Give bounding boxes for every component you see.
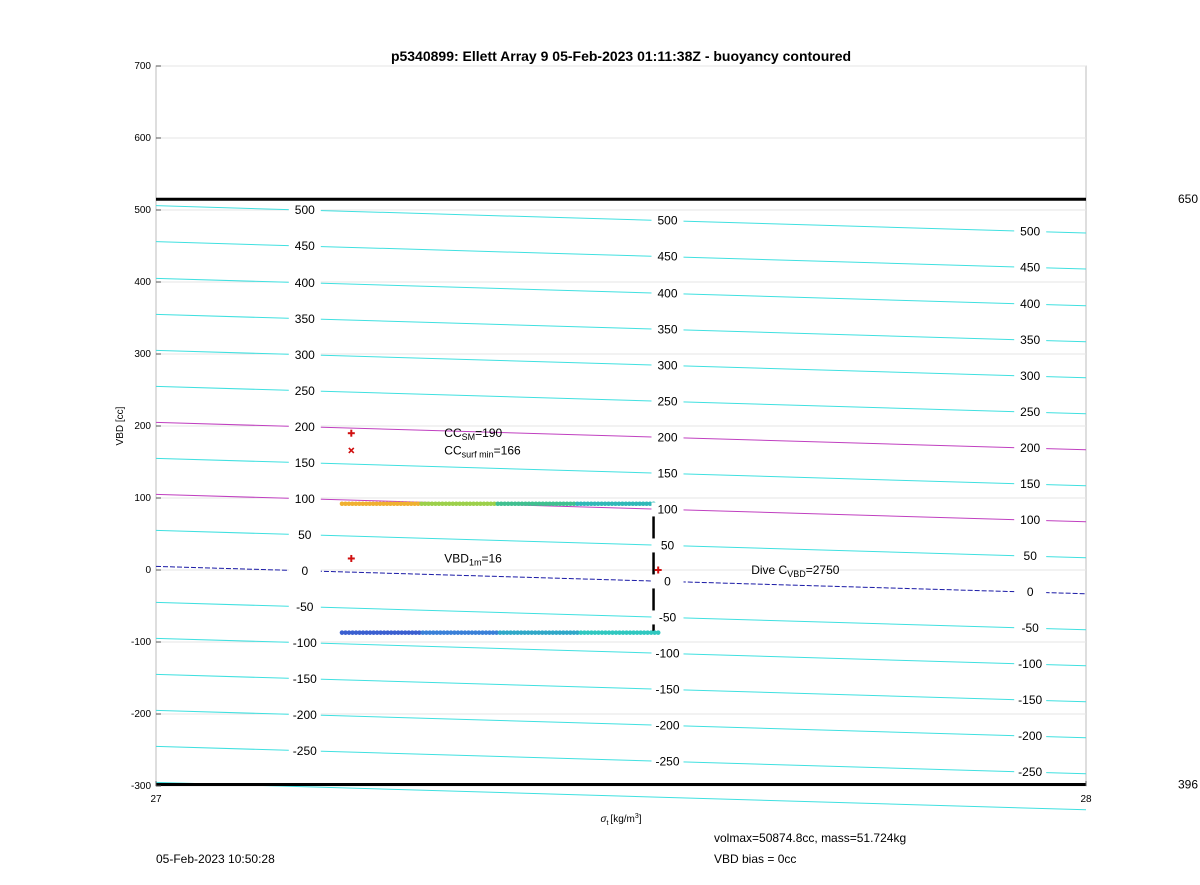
contour-label: 150 bbox=[1020, 477, 1041, 492]
x-axis-superscript: 3 bbox=[634, 813, 639, 820]
contour-label: 400 bbox=[657, 286, 678, 301]
annotation-value: =16 bbox=[481, 551, 502, 566]
contour-label: 250 bbox=[1020, 405, 1041, 420]
x-axis-symbol: σ bbox=[600, 814, 607, 825]
contour-label: -200 bbox=[655, 718, 680, 733]
contour-label: 150 bbox=[657, 466, 678, 481]
contour-label: 200 bbox=[1020, 441, 1041, 456]
contour-label: -50 bbox=[1021, 621, 1039, 636]
x-axis-unit: [kg/m bbox=[610, 814, 635, 825]
annotation-subscript: SM bbox=[461, 432, 476, 443]
contour-label: 250 bbox=[657, 394, 678, 409]
contour-label: 50 bbox=[1023, 549, 1037, 564]
contour-label: -200 bbox=[1018, 729, 1043, 744]
contour-label: -50 bbox=[296, 599, 314, 614]
contour-label: 100 bbox=[1020, 513, 1041, 528]
contour-label: 350 bbox=[1020, 333, 1041, 348]
x-axis-label bbox=[600, 813, 641, 827]
annotation-base: Dive C bbox=[751, 563, 788, 577]
annotation-subscript: surf min bbox=[461, 449, 494, 460]
y-axis-label: VBD [cc] bbox=[115, 406, 126, 446]
contour-label: 350 bbox=[657, 322, 678, 337]
contour-label: -250 bbox=[292, 743, 317, 758]
contour-label: -250 bbox=[1018, 765, 1043, 780]
contour-line bbox=[156, 782, 1086, 809]
y-tick-label: 200 bbox=[134, 421, 151, 432]
contour-label: -150 bbox=[655, 682, 680, 697]
contour-label: 50 bbox=[660, 538, 675, 553]
contour-label: -100 bbox=[1018, 657, 1043, 672]
contour-label: -50 bbox=[658, 610, 677, 625]
y-tick-label: -100 bbox=[130, 637, 151, 648]
contour-label: 450 bbox=[1020, 260, 1041, 275]
dive-point bbox=[656, 630, 661, 635]
reference-line-label: 650 bbox=[1178, 192, 1199, 207]
y-tick-label: 600 bbox=[134, 133, 151, 144]
contour-label: -250 bbox=[655, 754, 680, 769]
y-tick-label: 700 bbox=[134, 61, 151, 72]
footer-vbd-bias: VBD bias = 0cc bbox=[714, 852, 797, 866]
y-tick-label: 300 bbox=[134, 349, 151, 360]
contour-label: 0 bbox=[664, 574, 671, 589]
contour-label: -200 bbox=[292, 707, 317, 722]
x-tick-label: 28 bbox=[1080, 794, 1092, 805]
contour-label: 250 bbox=[294, 383, 315, 398]
y-tick-label: -200 bbox=[130, 709, 151, 720]
reference-line-label: 396 bbox=[1178, 777, 1199, 792]
contour-label: 350 bbox=[294, 311, 315, 326]
contour-label: 300 bbox=[657, 358, 678, 373]
contour-label: 200 bbox=[294, 419, 315, 434]
y-tick-label: 0 bbox=[145, 565, 151, 576]
contour-label: -100 bbox=[655, 646, 680, 661]
y-tick-label: 500 bbox=[134, 205, 151, 216]
annotation-value: =2750 bbox=[805, 563, 840, 577]
footer-volmax: volmax=50874.8cc, mass=51.724kg bbox=[714, 831, 907, 845]
y-tick-label: -300 bbox=[130, 781, 151, 792]
annotation-value: =166 bbox=[493, 443, 521, 458]
x-axis-unit-end: ] bbox=[638, 814, 642, 825]
annotation-subscript: VBD bbox=[787, 569, 806, 579]
contour-label: 0 bbox=[1026, 585, 1034, 600]
x-tick-label: 27 bbox=[150, 794, 162, 805]
contour-label: -100 bbox=[292, 635, 317, 650]
contour-label: 400 bbox=[294, 275, 315, 290]
contour-label: 450 bbox=[657, 249, 678, 264]
contour-label: -150 bbox=[292, 671, 317, 686]
annotation-value: =190 bbox=[475, 426, 503, 441]
annotation-base: CC bbox=[444, 426, 462, 441]
x-axis-subscript: t bbox=[606, 820, 609, 827]
contour-label: 400 bbox=[1020, 297, 1041, 312]
contour-label: 300 bbox=[1020, 369, 1041, 384]
contour-label: -150 bbox=[1018, 693, 1043, 708]
contour-label: 50 bbox=[298, 527, 312, 542]
contour-label: 450 bbox=[294, 239, 315, 254]
annotation-base: CC bbox=[444, 443, 462, 458]
contour-label: 150 bbox=[294, 455, 315, 470]
contour-label: 500 bbox=[657, 213, 678, 228]
footer-timestamp: 05-Feb-2023 10:50:28 bbox=[156, 852, 275, 866]
annotation-base: VBD bbox=[444, 551, 469, 566]
annotation-subscript: 1m bbox=[468, 557, 482, 568]
contour-label: 100 bbox=[657, 502, 678, 517]
y-tick-label: 100 bbox=[134, 493, 151, 504]
contour-label: 500 bbox=[1020, 224, 1041, 239]
contour-label: 200 bbox=[657, 430, 678, 445]
chart-title: p5340899: Ellett Array 9 05-Feb-2023 01:11:38Z - buoyancy contoured bbox=[390, 48, 852, 64]
contour-label: 0 bbox=[301, 563, 309, 578]
contour-label: 300 bbox=[294, 347, 315, 362]
y-tick-label: 400 bbox=[134, 277, 151, 288]
contour-label: 500 bbox=[294, 203, 315, 218]
contour-label: 100 bbox=[294, 491, 315, 506]
